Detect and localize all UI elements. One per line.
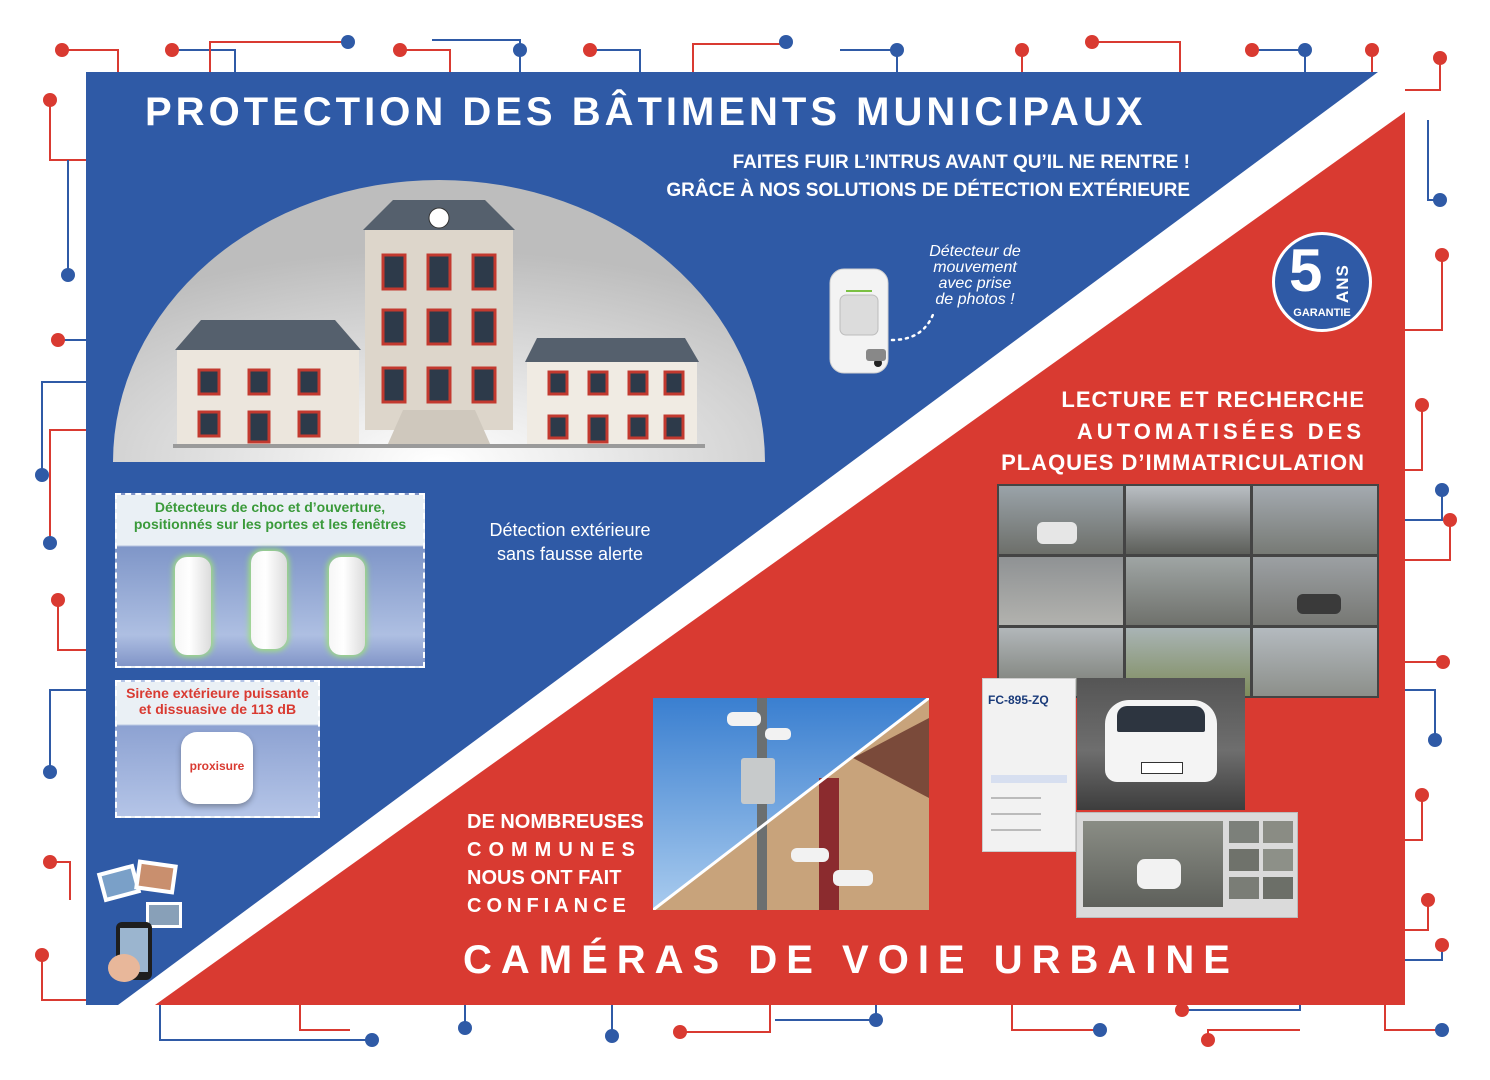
top-title: PROTECTION DES BÂTIMENTS MUNICIPAUX	[145, 90, 1147, 134]
car-photo	[1077, 678, 1245, 810]
detector-caption-line-2: mouvement	[933, 259, 1017, 276]
town-hall-illustration	[113, 180, 765, 462]
dotted-pointer	[890, 308, 940, 344]
surveillance-camera-photo	[653, 698, 929, 910]
camera-grid-image	[997, 484, 1379, 698]
shock-detectors-caption	[117, 499, 423, 533]
external-detection-text	[460, 518, 680, 566]
warranty-years: 5	[1289, 237, 1323, 304]
lpr-title-line-3: PLAQUES D’IMMATRICULATION	[1001, 450, 1365, 475]
subtitle-line-1: FAITES FUIR L’INTRUS AVANT QU’IL NE RENTRE !	[732, 152, 1190, 173]
warranty-unit: ANS	[1333, 264, 1352, 303]
communes-line-1: DE NOMBREUSES	[467, 811, 644, 833]
door-sensor-icon	[329, 557, 365, 655]
detector-caption	[900, 244, 1050, 308]
detector-caption-line-3: avec prise	[938, 275, 1012, 292]
warranty-badge	[1272, 232, 1372, 332]
door-sensor-icon	[251, 551, 287, 649]
plate-number: FC-895-ZQ	[988, 693, 1049, 707]
siren-caption	[117, 685, 318, 717]
smartphone-icon	[96, 858, 190, 986]
bottom-title: CAMÉRAS DE VOIE URBAINE	[463, 938, 1239, 982]
motion-detector-icon	[826, 265, 892, 377]
siren-line-2: et dissuasive de 113 dB	[138, 701, 297, 717]
shock-detectors-box	[115, 493, 425, 668]
communes-line-3: NOUS ONT FAIT	[467, 867, 622, 889]
siren-box	[115, 680, 320, 818]
warranty-label: GARANTIE	[1293, 307, 1351, 319]
siren-line-1: Sirène extérieure puissante	[126, 685, 309, 701]
detector-caption-line-1: Détecteur de	[929, 243, 1021, 260]
shock-detectors-line-2: positionnés sur les portes et les fenêtres	[133, 516, 407, 532]
external-detection-line-2: sans fausse alerte	[496, 544, 644, 564]
software-screenshot	[1076, 812, 1298, 918]
plate-readout-card	[982, 678, 1076, 852]
door-sensor-icon	[175, 557, 211, 655]
detector-caption-line-4: de photos !	[935, 291, 1015, 308]
lpr-title-line-1: LECTURE ET RECHERCHE	[1061, 387, 1365, 412]
siren-icon	[181, 732, 253, 804]
shock-detectors-line-1: Détecteurs de choc et d’ouverture,	[154, 499, 386, 515]
communes-line-2: COMMUNES	[467, 839, 642, 861]
external-detection-line-1: Détection extérieure	[489, 520, 651, 540]
communes-line-4: CONFIANCE	[467, 895, 631, 917]
subtitle-line-2: GRÂCE À NOS SOLUTIONS DE DÉTECTION EXTÉRIEURE	[666, 180, 1190, 201]
lpr-title-line-2: AUTOMATISÉES DES	[1076, 419, 1365, 444]
siren-brand: proxisure	[189, 759, 245, 773]
